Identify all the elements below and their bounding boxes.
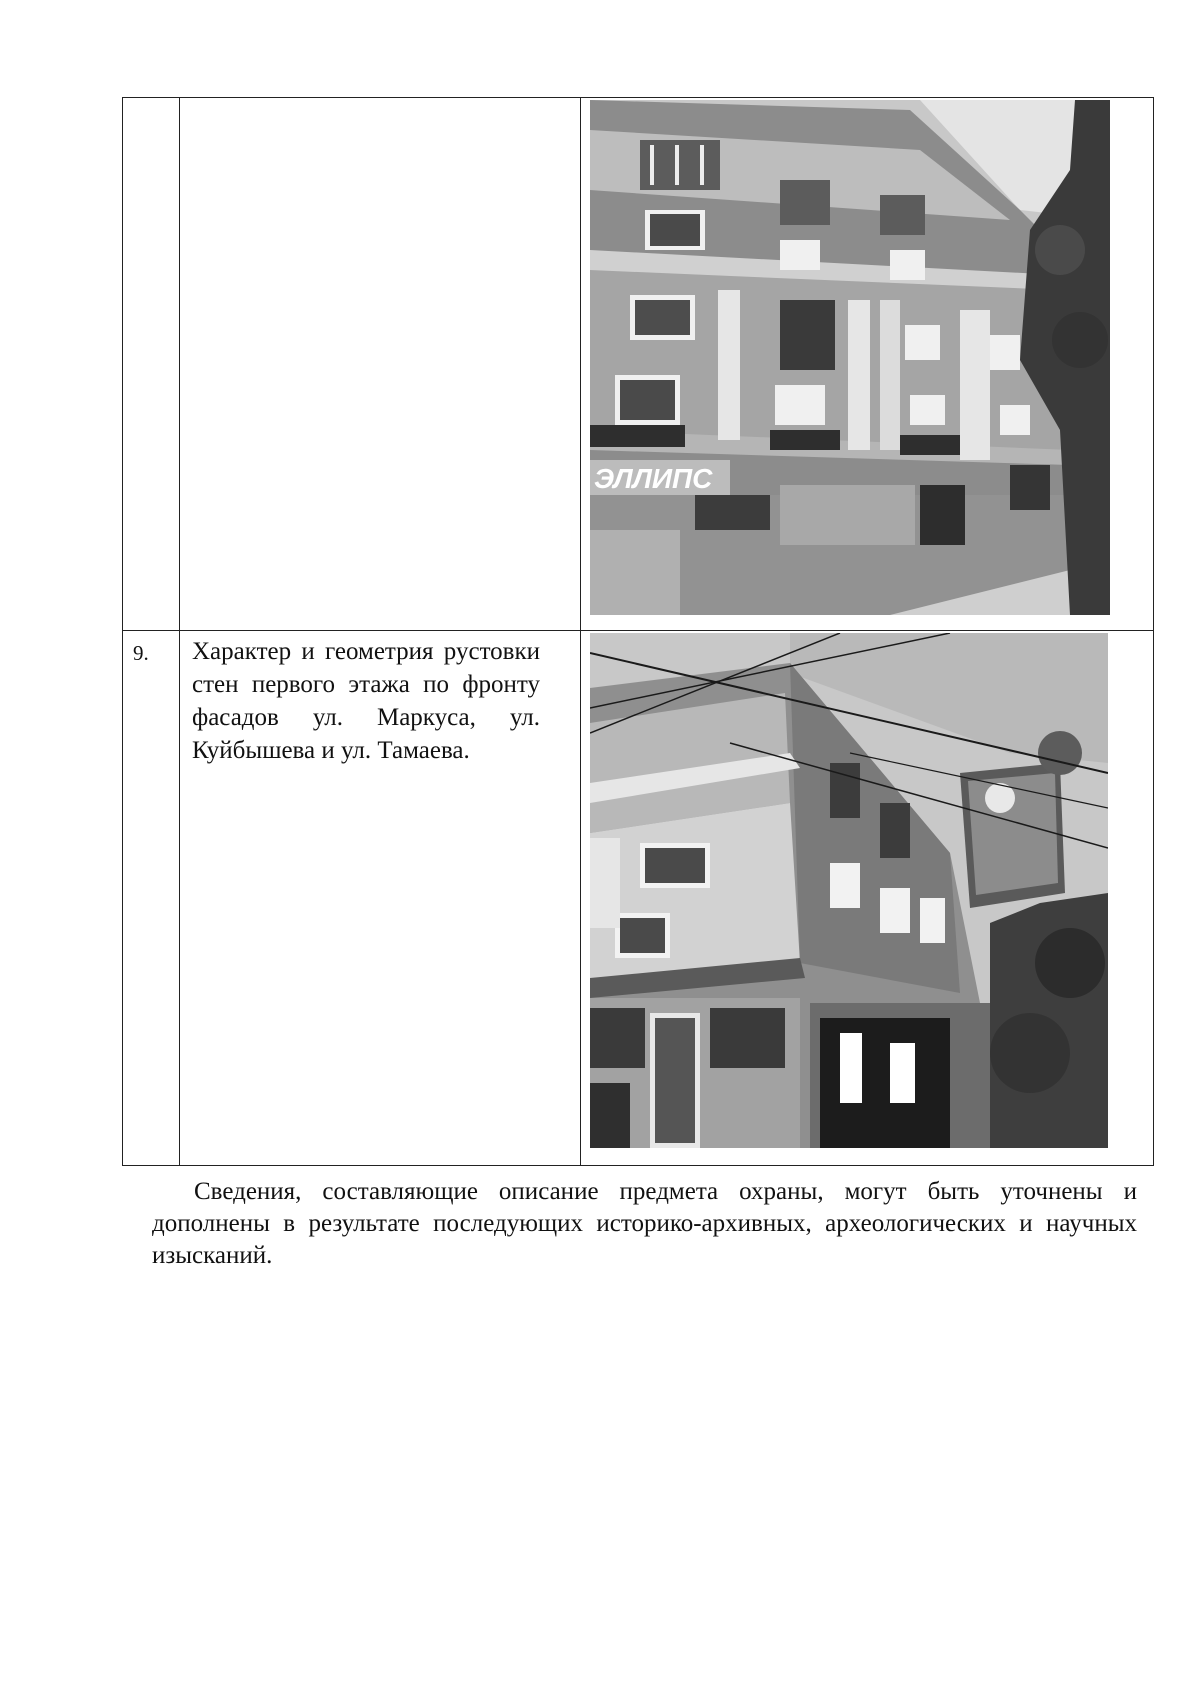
row-number-cell: [123, 631, 180, 1166]
row-photo-cell: [581, 631, 1154, 1166]
building-corner-photo: [590, 633, 1108, 1148]
table-row: [123, 631, 1154, 1166]
row-description: Характер и геометрия рустовки стен первого этажа по фронту фасадов ул. Маркуса, ул. Куйбышева и ул. Тамаева.: [192, 638, 540, 764]
row-description-cell: [180, 631, 581, 1166]
row-number: [123, 98, 179, 108]
row-description: [180, 98, 580, 102]
row-number-cell: [123, 98, 180, 631]
row-description-cell: [180, 98, 581, 631]
row-number: 9.: [133, 641, 149, 665]
table-row: [123, 98, 1154, 631]
protection-subject-table: [122, 97, 1154, 1166]
row-photo-cell: [581, 98, 1154, 631]
closing-note: Сведения, составляющие описание предмета охраны, могут быть уточнены и дополнены в результате последующих историко-архивных, археологических и научных изысканий.: [152, 1178, 1137, 1269]
building-facade-photo: [590, 100, 1110, 615]
svg-text:ЭЛЛИПС: ЭЛЛИПС: [594, 463, 713, 494]
